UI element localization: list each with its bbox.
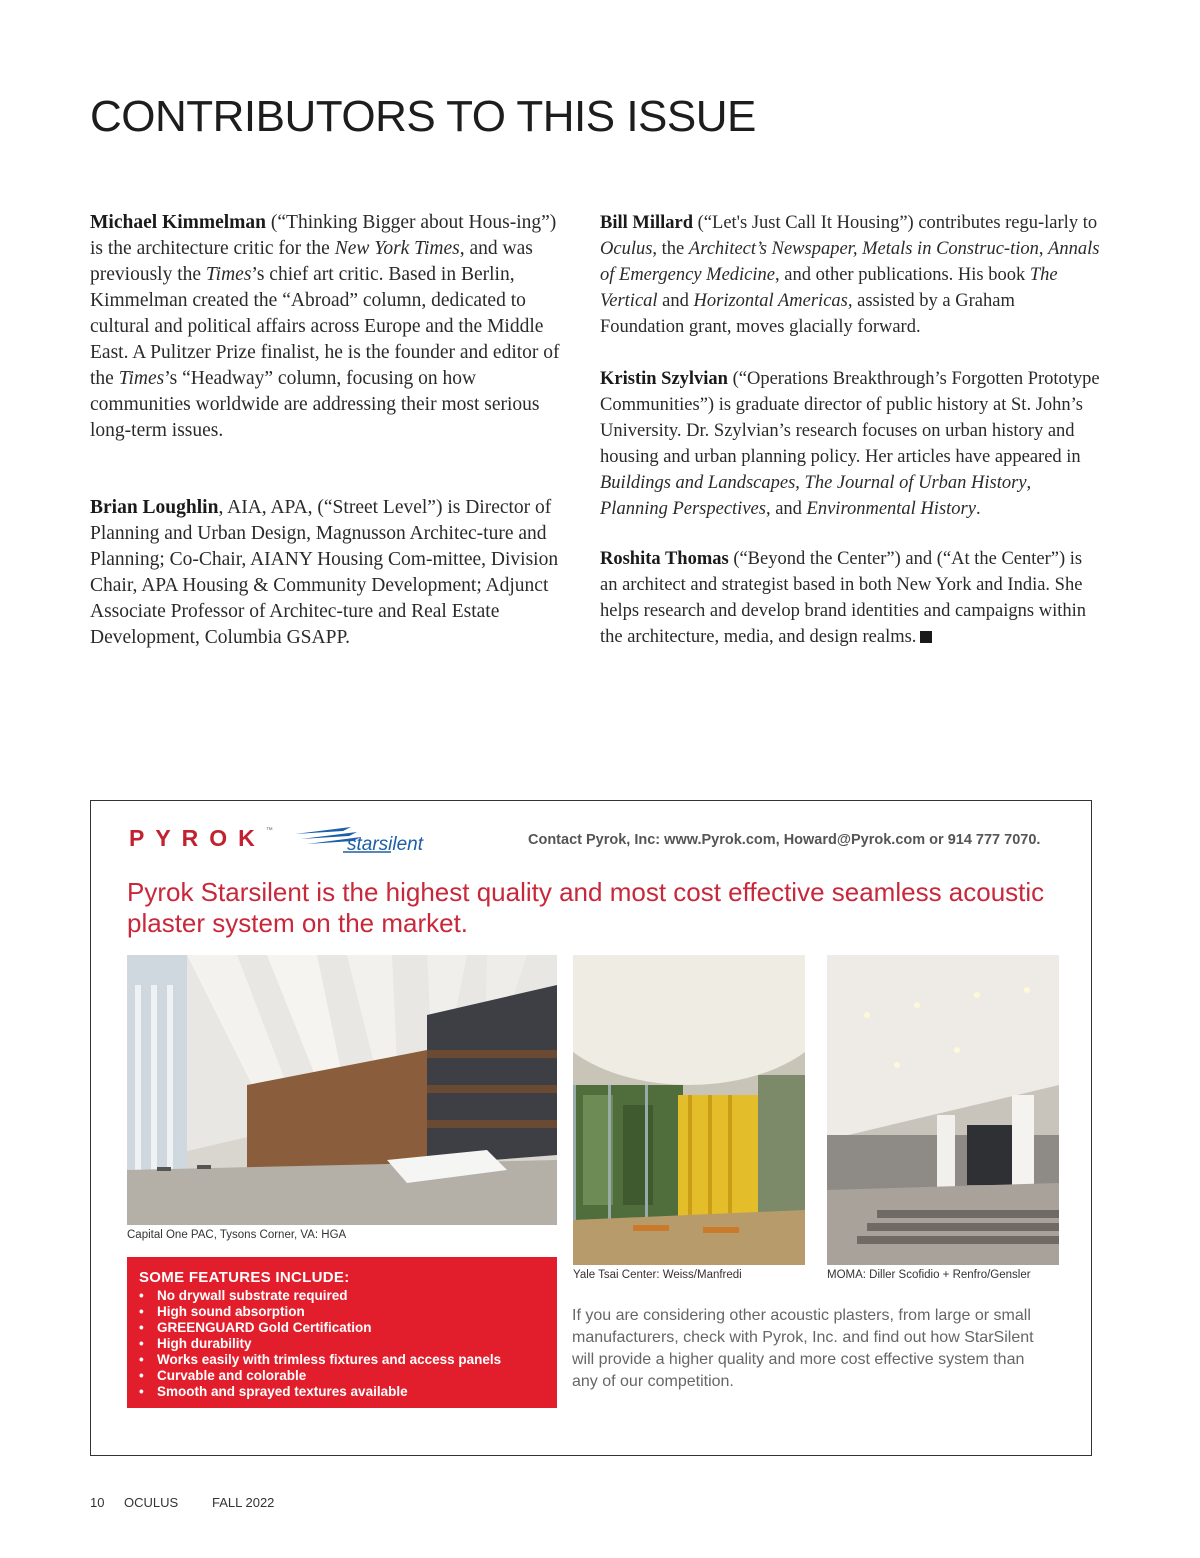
bio-text: (“Thinking Bigger about Hous-ing”) is the architecture critic for the xyxy=(90,212,557,259)
bio-text: (“Beyond the Center”) and (“At the Center”) is an architect and strategist based in both New York and India. She helps research and develop brand identities and campaigns within the architecture, media, and design realms. xyxy=(600,549,1086,647)
bio-kristin-szylvian xyxy=(600,366,1100,522)
page-title: CONTRIBUTORS TO THIS ISSUE xyxy=(90,92,756,141)
photo-moma xyxy=(827,955,1059,1265)
features-list xyxy=(139,1288,545,1400)
bio-michael-kimmelman xyxy=(90,210,570,444)
bio-text: (“Let's Just Call It Housing”) contributes regu-larly to xyxy=(693,213,1098,233)
bio-text: , the xyxy=(652,239,689,259)
bio-text: (“Operations Breakthrough’s Forgotten Prototype Communities”) is graduate director of public history at St. John’s University. Dr. Szylvian’s research focuses on urban history and housing and urban planning policy. Her articles have appeared in xyxy=(600,369,1100,467)
bio-roshita-thomas xyxy=(600,546,1100,650)
photo-caption: Yale Tsai Center: Weiss/Manfredi xyxy=(573,1269,742,1281)
bio-brian-loughlin xyxy=(90,495,570,651)
issue-date: FALL 2022 xyxy=(212,1495,275,1510)
bio-text: , and xyxy=(765,499,807,519)
ad-body-text: If you are considering other acoustic plasters, from large or small manufacturers, check with Pyrok, Inc. and find out how StarSilent will provide a higher quality and more cost effective system than any of our competition. xyxy=(572,1307,1034,1390)
photo-yale-tsai-center xyxy=(573,955,805,1265)
contributor-name: Michael Kimmelman xyxy=(90,212,267,233)
pyrok-logo-text: PYROK xyxy=(129,825,266,851)
page-number: 10 xyxy=(90,1495,105,1510)
feature-item: • Curvable and colorable xyxy=(139,1368,545,1384)
ad-headline: Pyrok Starsilent is the highest quality and most cost effective seamless acoustic plaster system on the market. xyxy=(127,877,1045,938)
feature-item: • High durability xyxy=(139,1336,545,1352)
starsilent-logo xyxy=(291,825,476,853)
bio-text: , AIA, APA, (“Street Level”) is Director of Planning and Urban Design, Magnusson Architec-ture and Planning; Co-Chair, AIANY Housing Com-mittee, Division Chair, APA Housing & Community Development; Adjunct Associate Professor of Architec-ture and Real Estate Development, Columbia GSAPP. xyxy=(90,497,559,648)
pyrok-advertisement xyxy=(90,800,1092,1456)
feature-item: • GREENGUARD Gold Certification xyxy=(139,1320,545,1336)
contributor-name: Roshita Thomas xyxy=(600,549,729,569)
end-of-article-mark xyxy=(920,631,932,643)
publication-name: OCULUS xyxy=(124,1495,179,1510)
publication-title: Annals of Emergency Medicine xyxy=(600,239,1100,285)
publication-title: Times xyxy=(205,264,252,285)
bio-text: and xyxy=(657,291,694,311)
feature-item: • Smooth and sprayed textures available xyxy=(139,1384,545,1400)
pyrok-logo xyxy=(129,825,273,852)
bio-text: , and other publications. His book xyxy=(774,265,1030,285)
photo-capital-one-pac xyxy=(127,955,557,1225)
bio-text: assisted by a Graham Foundation grant, moves glacially forward. xyxy=(600,291,1015,337)
photo-caption: MOMA: Diller Scofidio + Renfro/Gensler xyxy=(827,1269,1031,1281)
book-title: Horizontal Americas, xyxy=(693,291,853,311)
bio-text: ’s chief art critic. Based in Berlin, Kimmelman created the “Abroad” column, dedicated to cultural and political affairs across Europe and the Middle East. A Pulitzer Prize finalist, he is the founder and editor of the xyxy=(90,264,560,389)
contributor-name: Brian Loughlin xyxy=(90,497,219,518)
publication-title: Planning Perspectives xyxy=(600,499,766,519)
features-box xyxy=(127,1257,557,1408)
feature-item: • No drywall substrate required xyxy=(139,1288,545,1304)
publication-title: Times xyxy=(118,368,165,389)
contributor-name: Bill Millard xyxy=(600,213,694,233)
contributor-name: Kristin Szylvian xyxy=(600,369,728,389)
bio-text: , and was previously the xyxy=(90,238,533,285)
bio-text: ’s “Headway” column, focusing on how communities worldwide are addressing their most serious long-term issues. xyxy=(90,368,540,441)
bio-text: , xyxy=(795,473,805,493)
features-title: SOME FEATURES INCLUDE: xyxy=(139,1269,350,1286)
bio-text: , xyxy=(1038,239,1049,259)
bio-text: . xyxy=(975,499,981,519)
book-title: The Vertical xyxy=(600,265,1058,311)
feature-item: • High sound absorption xyxy=(139,1304,545,1320)
contact-info: Contact Pyrok, Inc: www.Pyrok.com, Howard@Pyrok.com or 914 777 7070. xyxy=(528,832,1041,848)
publication-title: Architect’s Newspaper, Metals in Construc-tion xyxy=(688,239,1039,259)
starsilent-logo-text: starsilent xyxy=(347,834,424,853)
bio-bill-millard xyxy=(600,210,1100,340)
feature-item: • Works easily with trimless fixtures and access panels xyxy=(139,1352,545,1368)
bio-text: , xyxy=(1026,473,1032,493)
publication-title: New York Times xyxy=(334,238,460,259)
publication-title: Environmental History xyxy=(806,499,976,519)
photo-caption: Capital One PAC, Tysons Corner, VA: HGA xyxy=(127,1229,347,1241)
publication-title: Buildings and Landscapes xyxy=(600,473,796,493)
trademark-symbol: ™ xyxy=(265,827,273,834)
publication-title: The Journal of Urban History xyxy=(804,473,1027,493)
publication-title: Oculus xyxy=(600,239,653,259)
